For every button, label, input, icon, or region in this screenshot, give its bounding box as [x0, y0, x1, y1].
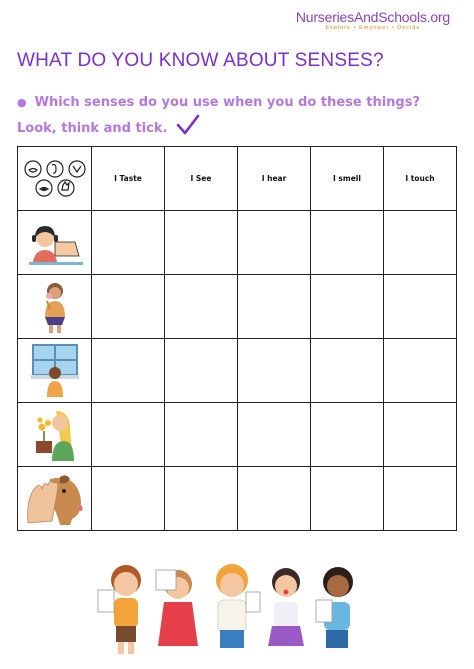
row-picture-cell [18, 339, 92, 403]
tick-cell[interactable] [92, 403, 165, 467]
table-row [18, 275, 457, 339]
tick-cell[interactable] [311, 275, 384, 339]
tick-cell[interactable] [238, 275, 311, 339]
tick-cell[interactable] [92, 467, 165, 531]
tick-cell[interactable] [165, 211, 238, 275]
column-header-see: I See [165, 147, 238, 211]
girl-headphones-icon [25, 216, 85, 270]
column-header-taste: I Taste [92, 147, 165, 211]
column-header-hear: I hear [238, 147, 311, 211]
tick-cell[interactable] [165, 275, 238, 339]
row-picture-cell [18, 467, 92, 531]
tick-cell[interactable] [384, 467, 457, 531]
instruction [17, 91, 457, 140]
site-logo [296, 9, 450, 31]
tick-cell[interactable] [165, 403, 238, 467]
table-row [18, 211, 457, 275]
tick-cell[interactable] [165, 339, 238, 403]
tick-cell[interactable] [165, 467, 238, 531]
tick-cell[interactable] [92, 275, 165, 339]
senses-icons-cell [18, 147, 92, 211]
child-ear-card [98, 565, 141, 654]
tick-cell[interactable] [92, 339, 165, 403]
column-header-smell: I smell [311, 147, 384, 211]
logo-tagline: Explore • Empower • Decide [325, 25, 421, 31]
hand-dog-icon [24, 471, 86, 527]
row-picture-cell [18, 275, 92, 339]
instruction-text: Which senses do you use when you do these things? Look, think and tick. [17, 95, 421, 136]
tick-icon [176, 114, 200, 136]
tick-cell[interactable] [311, 403, 384, 467]
tick-cell[interactable] [238, 403, 311, 467]
table-row [18, 339, 457, 403]
tick-cell[interactable] [384, 403, 457, 467]
tick-cell[interactable] [384, 211, 457, 275]
child-nose-card [216, 564, 260, 648]
column-header-touch: I touch [384, 147, 457, 211]
tick-cell[interactable] [384, 275, 457, 339]
tick-cell[interactable] [238, 467, 311, 531]
child-tongue-card [268, 568, 304, 646]
tick-cell[interactable] [238, 211, 311, 275]
senses-table [17, 146, 457, 531]
girl-smelling-flowers-icon [30, 407, 80, 463]
window-child-icon [29, 343, 81, 399]
girl-ice-cream-icon [35, 279, 75, 335]
child-hand-card [316, 567, 353, 648]
tick-cell[interactable] [311, 467, 384, 531]
row-picture-cell [18, 403, 92, 467]
tick-cell[interactable] [238, 339, 311, 403]
senses-icons [22, 159, 88, 199]
page-title: WHAT DO YOU KNOW ABOUT SENSES? [17, 50, 384, 71]
tick-cell[interactable] [311, 339, 384, 403]
header-row [18, 147, 457, 211]
tick-cell[interactable] [311, 211, 384, 275]
table-row [18, 467, 457, 531]
row-picture-cell [18, 211, 92, 275]
logo-name: NurseriesAndSchools.org [295, 9, 450, 25]
child-eye-card [156, 570, 198, 646]
tick-cell[interactable] [384, 339, 457, 403]
children-illustration [96, 560, 366, 660]
table-row [18, 403, 457, 467]
tick-cell[interactable] [92, 211, 165, 275]
bullet-icon: ● [17, 96, 27, 109]
